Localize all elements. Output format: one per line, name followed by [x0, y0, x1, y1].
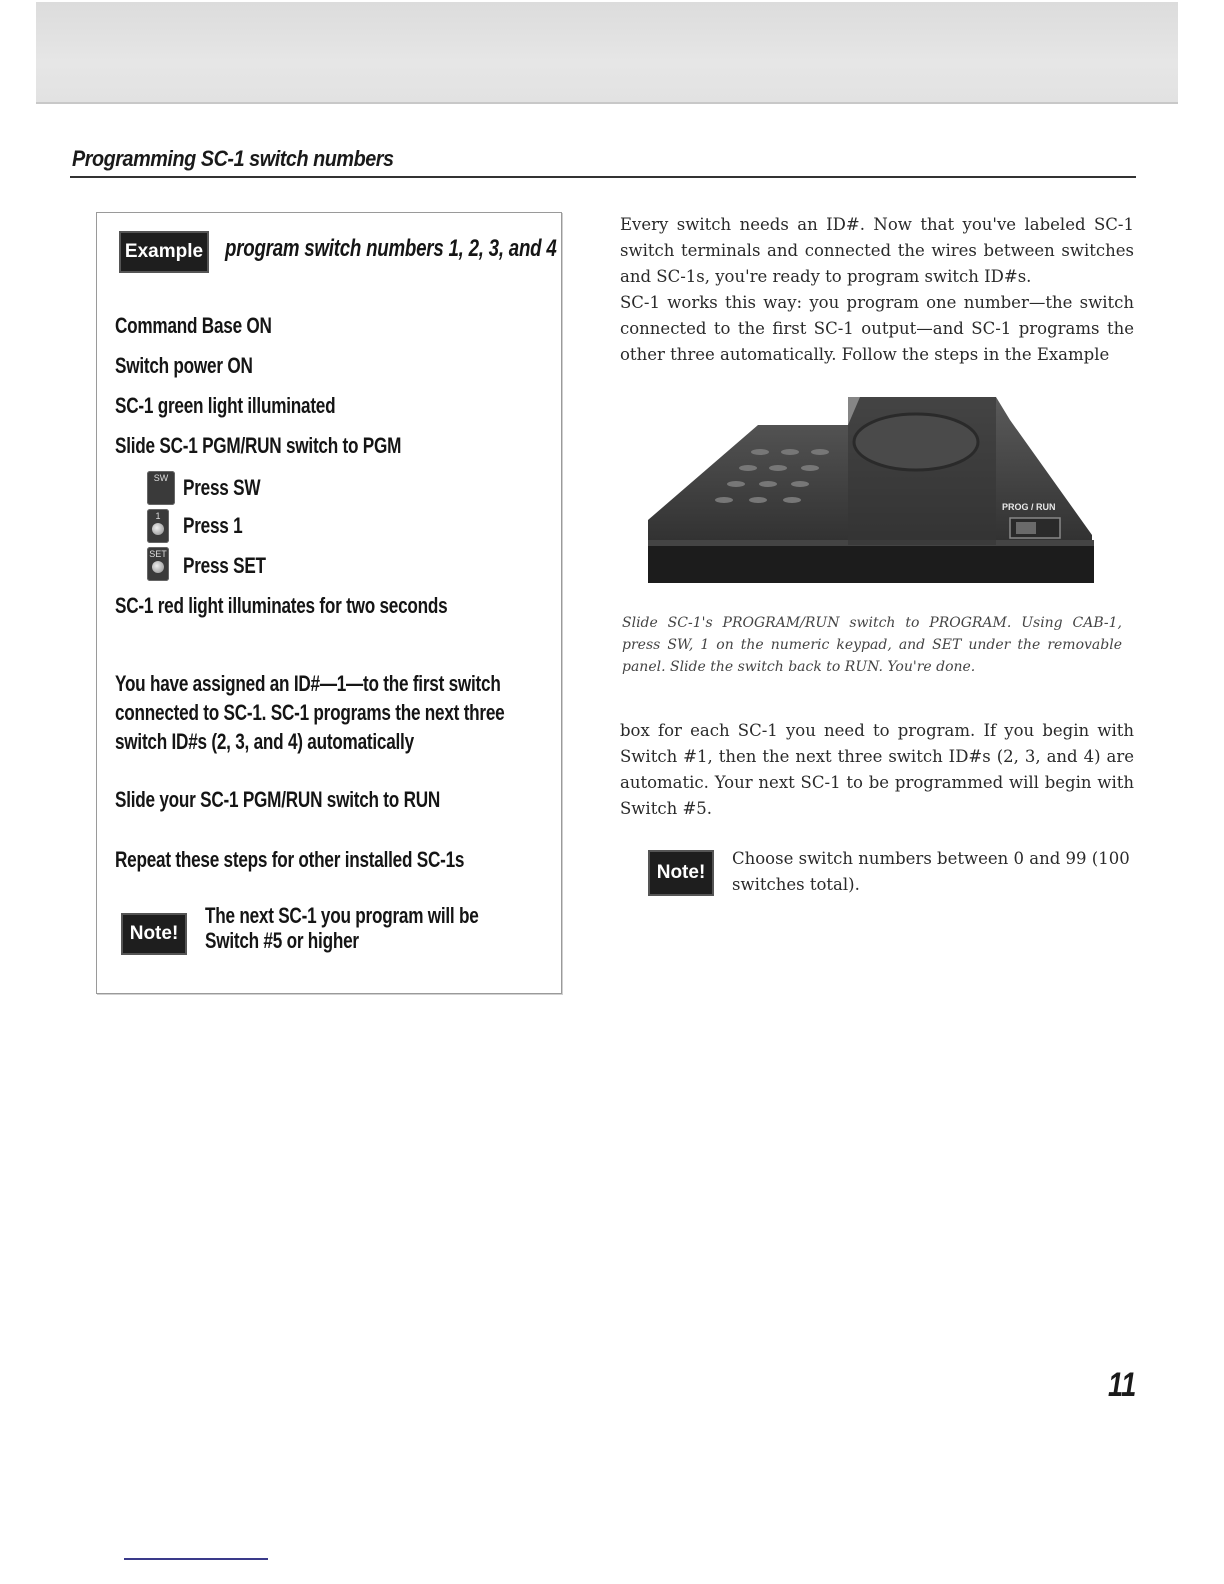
section-title: Programming SC-1 switch numbers — [72, 146, 394, 171]
press-1-text: Press 1 — [183, 513, 243, 538]
note-text: Choose switch numbers between 0 and 99 (100 switches total). — [732, 849, 1130, 894]
prog-run-label: PROG / RUN — [1002, 502, 1056, 512]
example-note-line-2: Switch #5 or higher — [205, 928, 359, 953]
continuation-text — [620, 718, 1134, 822]
set-key-icon: SET — [147, 547, 169, 581]
step-command-base: Command Base ON — [115, 313, 272, 338]
key-row-sw — [147, 471, 175, 505]
bottom-rule — [124, 1558, 268, 1560]
intro-text — [620, 212, 1134, 368]
key-row-one — [147, 509, 169, 543]
base-front-panel — [648, 545, 1094, 583]
example-box — [96, 212, 562, 994]
title-rule — [70, 176, 1136, 178]
note-badge: Note! — [648, 850, 714, 896]
paragraph-3: box for each SC-1 you need to program. If you begin with Switch #1, then the next three switch ID#s (2, 3, and 4) are automatic. Your next SC-1 to be programmed will begin with Switch #5. — [620, 721, 1134, 818]
example-heading: program switch numbers 1, 2, 3, and 4 — [225, 235, 557, 262]
command-base-photo — [648, 380, 1104, 590]
step-green-light: SC-1 green light illuminated — [115, 393, 336, 418]
press-set-text: Press SET — [183, 553, 266, 578]
paragraph-1: Every switch needs an ID#. Now that you've labeled SC-1 switch terminals and connected the wires between switches and SC-1s, you're ready to program switch ID#s. — [620, 215, 1134, 286]
assigned-line-2: connected to SC-1. SC-1 programs the next three — [115, 700, 505, 725]
example-note-line-1: The next SC-1 you program will be — [205, 903, 479, 928]
repeat-text: Repeat these steps for other installed SC-1s — [115, 847, 465, 872]
slide-run-text: Slide your SC-1 PGM/RUN switch to RUN — [115, 787, 441, 812]
step-switch-power: Switch power ON — [115, 353, 253, 378]
assigned-line-3: switch ID#s (2, 3, and 4) automatically — [115, 729, 414, 754]
throttle-knob-icon — [854, 414, 978, 470]
sw-key-icon: SW — [147, 471, 175, 505]
example-badge: Example — [119, 231, 209, 273]
result-text: SC-1 red light illuminates for two seconds — [115, 593, 448, 618]
page-header-band — [36, 2, 1178, 104]
key-row-set — [147, 547, 169, 581]
number-one-key-icon: 1 — [147, 509, 169, 543]
example-note-badge: Note! — [121, 913, 187, 955]
paragraph-2: SC-1 works this way: you program one number—the switch connected to the first SC-1 output—and SC-1 programs the other three automatically. Follow the steps in the Example — [620, 293, 1134, 364]
press-sw-text: Press SW — [183, 475, 261, 500]
page-number: 11 — [1108, 1366, 1137, 1404]
assigned-line-1: You have assigned an ID#—1—to the first switch — [115, 671, 501, 696]
photo-caption: Slide SC-1's PROGRAM/RUN switch to PROGRAM. Using CAB-1, press SW, 1 on the numeric keypad, and SET under the removable panel. Slide the switch back to RUN. You're done. — [622, 615, 1122, 675]
step-slide-pgm: Slide SC-1 PGM/RUN switch to PGM — [115, 433, 402, 458]
